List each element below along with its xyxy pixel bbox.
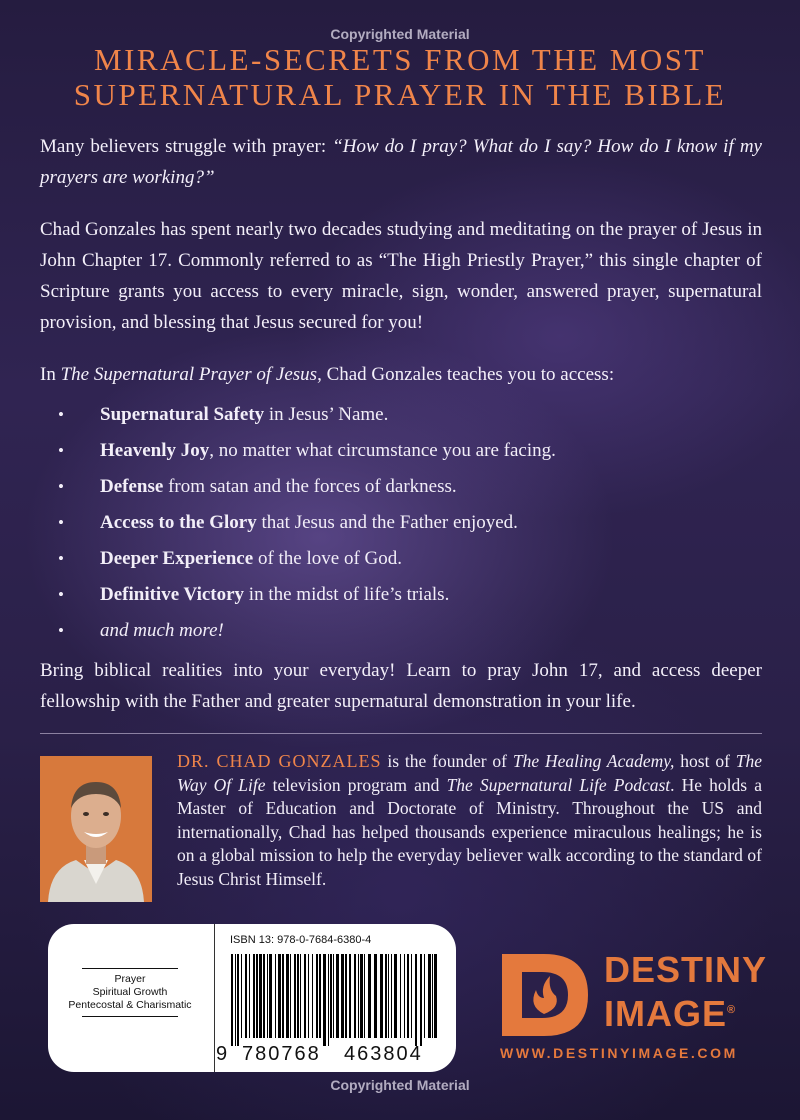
headline — [0, 42, 800, 112]
bio-text: television program and — [265, 774, 447, 795]
bisac-category: Spiritual Growth — [92, 986, 168, 998]
list-item — [40, 577, 762, 613]
list-item — [40, 397, 762, 433]
barcode-icon — [231, 954, 441, 1046]
bisac-rule-bottom — [82, 1016, 178, 1017]
intro-quote: “How do I pray? What do I say? How do I know if my prayers are working?” — [40, 136, 762, 188]
list-item — [40, 613, 762, 649]
author-photo — [40, 756, 152, 902]
bio-title-healing-academy: The Healing Academy, — [512, 751, 675, 771]
list-item-rest: in the midst of life’s trials. — [244, 584, 450, 605]
list-item-bold: Deeper Experience — [100, 548, 254, 569]
publisher-name — [604, 950, 767, 1034]
section-divider — [40, 733, 762, 734]
list-item-rest: from satan and the forces of darkness. — [163, 476, 457, 497]
list-item-rest: that Jesus and the Father enjoyed. — [256, 512, 518, 533]
isbn-label: ISBN 13: 978-0-7684-6380-4 — [230, 934, 372, 946]
bisac-categories — [56, 968, 204, 1017]
bisac-category: Prayer — [114, 973, 146, 985]
headline-line-1: MIRACLE-SECRETS FROM THE MOST — [94, 42, 706, 77]
author-portrait-icon — [40, 756, 152, 902]
bio-text: host of — [674, 751, 736, 771]
benefit-list — [40, 397, 762, 649]
isbn-digit-prefix: 9 — [216, 1043, 230, 1065]
list-item-rest: , no matter what circumstance you are facing. — [209, 440, 556, 461]
list-item — [40, 469, 762, 505]
list-item-rest: of the love of God. — [253, 548, 402, 569]
isbn-digit-group-1: 780768 — [242, 1043, 321, 1065]
publisher-name-line-2 — [604, 990, 767, 1034]
watermark-top: Copyrighted Material — [330, 26, 470, 42]
book-title: The Supernatural Prayer of Jesus — [60, 364, 318, 385]
list-item-italic: and much more! — [100, 620, 224, 641]
closing-paragraph: Bring biblical realities into your everyday! Learn to pray John 17, and access deeper fellowship with the Father and greater supernatural demonstration in your life. — [40, 660, 762, 712]
list-item-bold: Definitive Victory — [100, 584, 245, 605]
headline-line-2: SUPERNATURAL PRAYER IN THE BIBLE — [73, 77, 727, 112]
author-bio — [177, 750, 762, 891]
teaches-prefix: In — [40, 364, 61, 385]
list-item-bold: Defense — [100, 476, 164, 497]
intro-paragraph — [40, 131, 762, 193]
isbn-digit-group-2: 463804 — [344, 1043, 423, 1065]
list-item-rest: in Jesus’ Name. — [264, 404, 389, 425]
list-item — [40, 433, 762, 469]
description-paragraph: Chad Gonzales has spent nearly two decades studying and meditating on the prayer of Jesus in John Chapter 17. Commonly referred to as “The High Priestly Prayer,” this single chapter of Scripture grants you access to every miracle, sign, wonder, answered prayer, supernatural provision, and blessing that Jesus secured for you! — [40, 219, 762, 333]
bisac-category: Pentecostal & Charismatic — [68, 999, 192, 1011]
publisher-name-line-2-text: IMAGE — [604, 993, 728, 1034]
publisher-logo — [498, 950, 768, 1040]
bio-text: is the founder of — [381, 751, 513, 771]
teaches-suffix: , Chad Gonzales teaches you to access: — [317, 364, 615, 385]
destiny-image-d-flame-icon — [498, 950, 594, 1040]
bisac-rule-top — [82, 968, 178, 969]
list-item-bold: Supernatural Safety — [100, 404, 265, 425]
author-name: DR. CHAD GONZALES — [177, 751, 382, 771]
list-item — [40, 541, 762, 577]
teaches-paragraph — [40, 359, 762, 390]
list-item-bold: Heavenly Joy — [100, 440, 210, 461]
intro-lead: Many believers struggle with prayer: — [40, 136, 333, 157]
publisher-url: WWW.DESTINYIMAGE.COM — [500, 1045, 738, 1061]
registered-mark: ® — [727, 1004, 737, 1016]
publisher-name-line-1: DESTINY — [604, 949, 768, 990]
list-item — [40, 505, 762, 541]
list-item-bold: Access to the Glory — [100, 512, 257, 533]
bio-text: . He holds a Master of Education and Doctorate of Ministry. Throughout the US and internationally, Chad has helped thousands experience miraculous healings; he is on a global mission to help the everyday believer walk according to the standard of Jesus Christ Himself. — [177, 774, 762, 889]
barcode-panel — [48, 924, 456, 1072]
bio-title-podcast: The Supernatural Life Podcast — [446, 774, 671, 795]
bio-title-way-of-life: The Way Of Life — [177, 751, 763, 795]
watermark-bottom: Copyrighted Material — [330, 1077, 470, 1093]
barcode-separator — [214, 924, 215, 1072]
